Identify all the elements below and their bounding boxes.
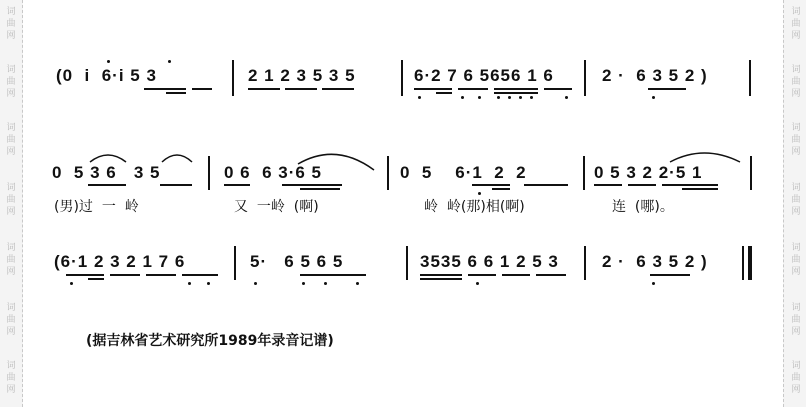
final-barline-thin — [742, 246, 744, 280]
beam — [502, 274, 530, 276]
beam — [224, 184, 250, 186]
right-margin-strip — [783, 0, 806, 407]
high-octave-dot — [107, 60, 110, 63]
watermark-stamp: 词 曲 网 — [791, 65, 801, 99]
low-octave-dot — [565, 96, 568, 99]
low-octave-dot — [478, 192, 481, 195]
lyric-phrase: 连 (哪)。 — [612, 199, 674, 215]
measure-1-4: 2 · 6 3 5 2 ) — [602, 66, 708, 85]
watermark-stamp: 词 曲 网 — [6, 183, 16, 217]
low-octave-dot — [207, 282, 210, 285]
final-barline-thick — [748, 246, 752, 280]
low-octave-dot — [302, 282, 305, 285]
low-octave-dot — [324, 282, 327, 285]
low-octave-dot — [188, 282, 191, 285]
high-octave-dot — [168, 60, 171, 63]
measure-2-1: 0 5 3 6 3 5 — [52, 163, 161, 182]
low-octave-dot — [652, 282, 655, 285]
low-octave-dot — [461, 96, 464, 99]
measure-3-1: (6·1 2 3 2 1 7 6 — [54, 252, 186, 271]
beam — [544, 88, 572, 90]
watermark-stamp: 词 曲 网 — [791, 361, 801, 395]
watermark-stamp: 词 曲 网 — [6, 65, 16, 99]
lyric-phrase: 又 一岭 (啊) — [234, 199, 319, 215]
slur — [668, 148, 742, 164]
slur — [160, 150, 194, 164]
beam — [468, 274, 496, 276]
low-octave-dot — [530, 96, 533, 99]
beam — [650, 274, 690, 276]
barline — [584, 246, 586, 280]
beam — [88, 184, 126, 186]
beam — [248, 88, 280, 90]
beam — [628, 184, 656, 186]
watermark-stamp: 词 曲 网 — [6, 7, 16, 41]
beam — [66, 274, 104, 276]
beam — [300, 188, 340, 190]
lyric-phrase: 岭 岭(那)相(啊) — [424, 199, 525, 215]
beam — [662, 184, 718, 186]
measure-3-2: 5· 6 5 6 5 — [250, 252, 344, 271]
low-octave-dot — [652, 96, 655, 99]
measure-2-2: 0 6 6 3·6 5 — [224, 163, 323, 182]
watermark-stamp: 词 曲 网 — [791, 123, 801, 157]
beam — [682, 188, 718, 190]
measure-1-2: 2 1 2 3 5 3 5 — [248, 66, 356, 85]
low-octave-dot — [519, 96, 522, 99]
beam — [524, 184, 568, 186]
beam — [494, 92, 538, 94]
watermark-stamp: 词 曲 网 — [791, 183, 801, 217]
low-octave-dot — [254, 282, 257, 285]
low-octave-dot — [70, 282, 73, 285]
beam — [166, 92, 186, 94]
beam — [144, 88, 186, 90]
low-octave-dot — [418, 96, 421, 99]
beam — [88, 278, 104, 280]
beam — [285, 88, 317, 90]
beam — [494, 88, 538, 90]
barline — [750, 156, 752, 190]
watermark-stamp: 词 曲 网 — [791, 303, 801, 337]
barline — [234, 246, 236, 280]
barline — [401, 60, 403, 96]
beam — [282, 184, 342, 186]
low-octave-dot — [478, 96, 481, 99]
watermark-stamp: 词 曲 网 — [791, 243, 801, 277]
low-octave-dot — [356, 282, 359, 285]
low-octave-dot — [508, 96, 511, 99]
measure-2-4: 0 5 3 2 2·5 1 — [594, 163, 703, 182]
beam — [146, 274, 176, 276]
watermark-stamp: 词 曲 网 — [791, 7, 801, 41]
slur — [88, 150, 128, 164]
beam — [110, 274, 140, 276]
beam — [436, 92, 452, 94]
barline — [584, 60, 586, 96]
measure-1-3: 6·2 7 6 5656 1 6 — [414, 66, 554, 85]
watermark-stamp: 词 曲 网 — [6, 123, 16, 157]
beam — [536, 274, 566, 276]
watermark-stamp: 词 曲 网 — [6, 243, 16, 277]
beam — [594, 184, 622, 186]
beam — [472, 184, 510, 186]
low-octave-dot — [497, 96, 500, 99]
beam — [182, 274, 218, 276]
beam — [648, 88, 686, 90]
beam — [192, 88, 212, 90]
barline — [749, 60, 751, 96]
measure-2-3: 0 5 6·1 2 2 — [400, 163, 527, 182]
low-octave-dot — [476, 282, 479, 285]
barline — [387, 156, 389, 190]
beam — [322, 88, 354, 90]
barline — [406, 246, 408, 280]
lyric-phrase: (男)过 一 岭 — [54, 199, 139, 215]
barline — [232, 60, 234, 96]
source-note: (据吉林省艺术研究所1989年录音记谱) — [86, 333, 334, 349]
beam — [458, 88, 488, 90]
watermark-stamp: 词 曲 网 — [6, 361, 16, 395]
barline — [208, 156, 210, 190]
measure-1-1: (0 i 6·i 5 3 — [56, 66, 157, 85]
beam — [420, 274, 462, 276]
beam — [160, 184, 192, 186]
barline — [583, 156, 585, 190]
beam — [414, 88, 452, 90]
left-margin-strip — [0, 0, 23, 407]
watermark-stamp: 词 曲 网 — [6, 303, 16, 337]
measure-3-3: 3535 6 6 1 2 5 3 — [420, 252, 559, 271]
beam — [300, 274, 366, 276]
beam — [420, 278, 462, 280]
beam — [492, 188, 510, 190]
measure-3-4: 2 · 6 3 5 2 ) — [602, 252, 708, 271]
